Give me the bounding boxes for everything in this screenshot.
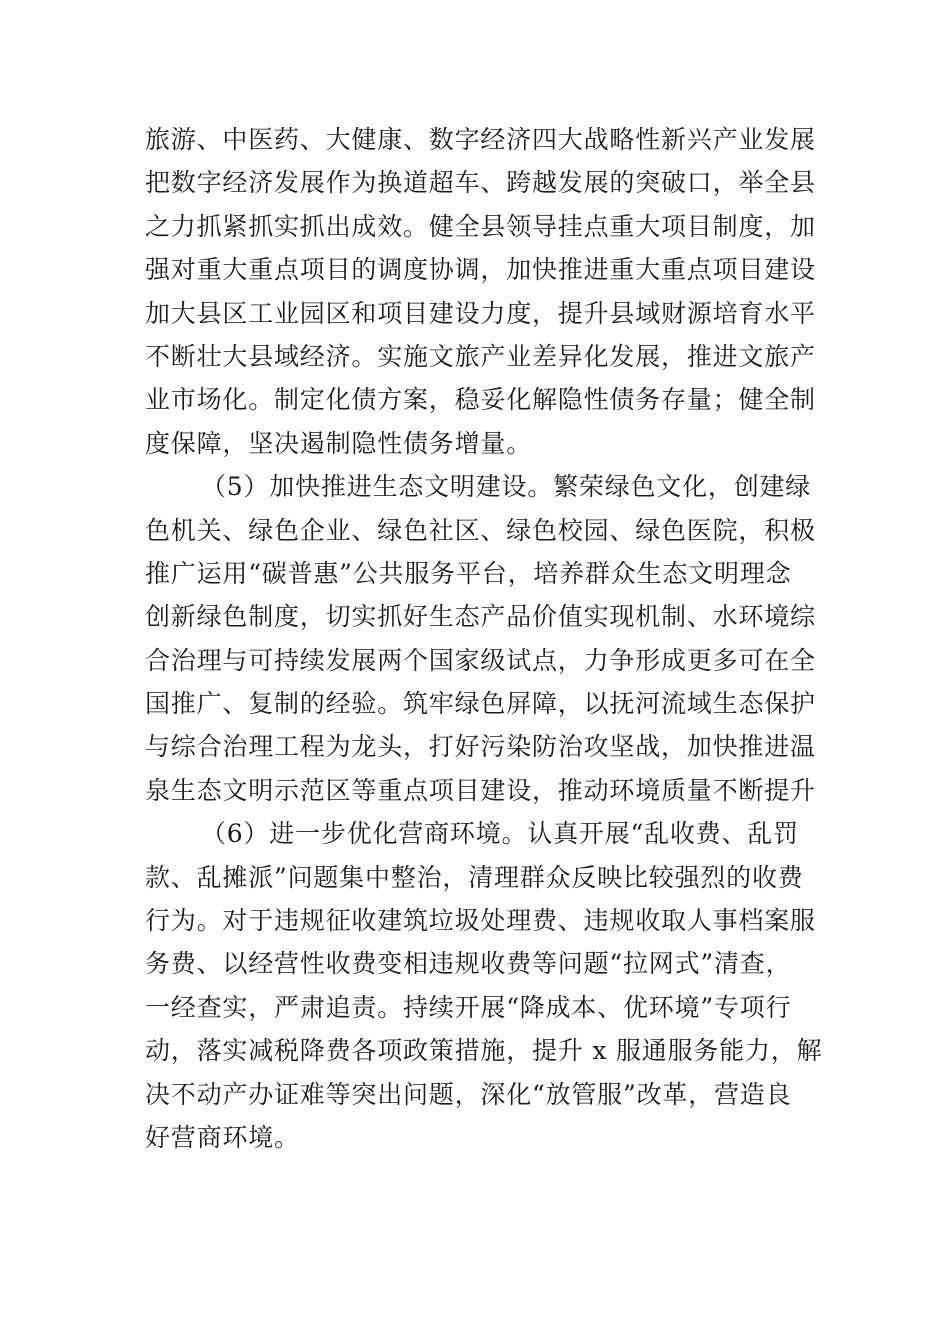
paragraph-continued [145, 118, 816, 465]
text-line: 色机关、绿色企业、绿色社区、绿色校园、绿色医院，积极 [145, 515, 816, 545]
text-line: 业市场化。制定化债方案，稳妥化解隐性债务存量；健全制 [145, 385, 816, 415]
text-line: 加大县区工业园区和项目建设力度，提升县域财源培育水平 [145, 298, 816, 328]
text-line: 把数字经济发展作为换道超车、跨越发展的突破口，举全县 [145, 168, 816, 198]
text-line: 不断壮大县域经济。实施文旅产业差异化发展，推进文旅产 [145, 341, 816, 371]
text-line: （6）进一步优化营商环境。认真开展“乱收费、乱罚 [201, 819, 799, 849]
paragraph-section-6 [145, 812, 823, 1159]
text-line: （5）加快推进生态文明建设。繁荣绿色文化，创建绿 [201, 472, 812, 502]
text-line: 泉生态文明示范区等重点项目建设，推动环境质量不断提升 [145, 775, 816, 805]
text-line: 务费、以经营性收费变相违规收费等问题“拉网式”清查， [145, 949, 792, 979]
paragraph-section-5 [145, 465, 816, 812]
text-line: 强对重大重点项目的调度协调，加快推进重大重点项目建设 [145, 255, 816, 285]
text-line: 之力抓紧抓实抓出成效。健全县领导挂点重大项目制度，加 [145, 211, 816, 241]
text-line: 旅游、中医药、大健康、数字经济四大战略性新兴产业发展 [145, 125, 816, 154]
text-line: 决不动产办证难等突出问题，深化“放管服”改革，营造良 [145, 1079, 792, 1109]
text-line: 创新绿色制度，切实抓好生态产品价值实现机制、水环境综 [145, 602, 816, 632]
text-line: 国推广、复制的经验。筑牢绿色屏障，以抚河流域生态保护 [145, 689, 816, 719]
text-line: 合治理与可持续发展两个国家级试点，力争形成更多可在全 [145, 645, 816, 675]
text-line: 一经查实，严肃追责。持续开展“降成本、优环境”专项行 [145, 992, 792, 1022]
text-line: 行为。对于违规征收建筑垃圾处理费、违规收取人事档案服 [145, 906, 816, 936]
text-line: 款、乱摊派”问题集中整治，清理群众反映比较强烈的收费 [145, 862, 804, 892]
text-line: 动，落实减税降费各项政策措施，提升 x 服通服务能力，解 [145, 1036, 823, 1066]
text-line: 推广运用“碳普惠”公共服务平台，培养群众生态文明理念 [145, 558, 792, 588]
text-line: 与综合治理工程为龙头，打好污染防治攻坚战，加快推进温 [145, 732, 816, 762]
document-body [145, 118, 823, 1159]
text-line: 度保障，坚决遏制隐性债务增量。 [145, 428, 533, 458]
text-line: 好营商环境。 [145, 1122, 300, 1152]
